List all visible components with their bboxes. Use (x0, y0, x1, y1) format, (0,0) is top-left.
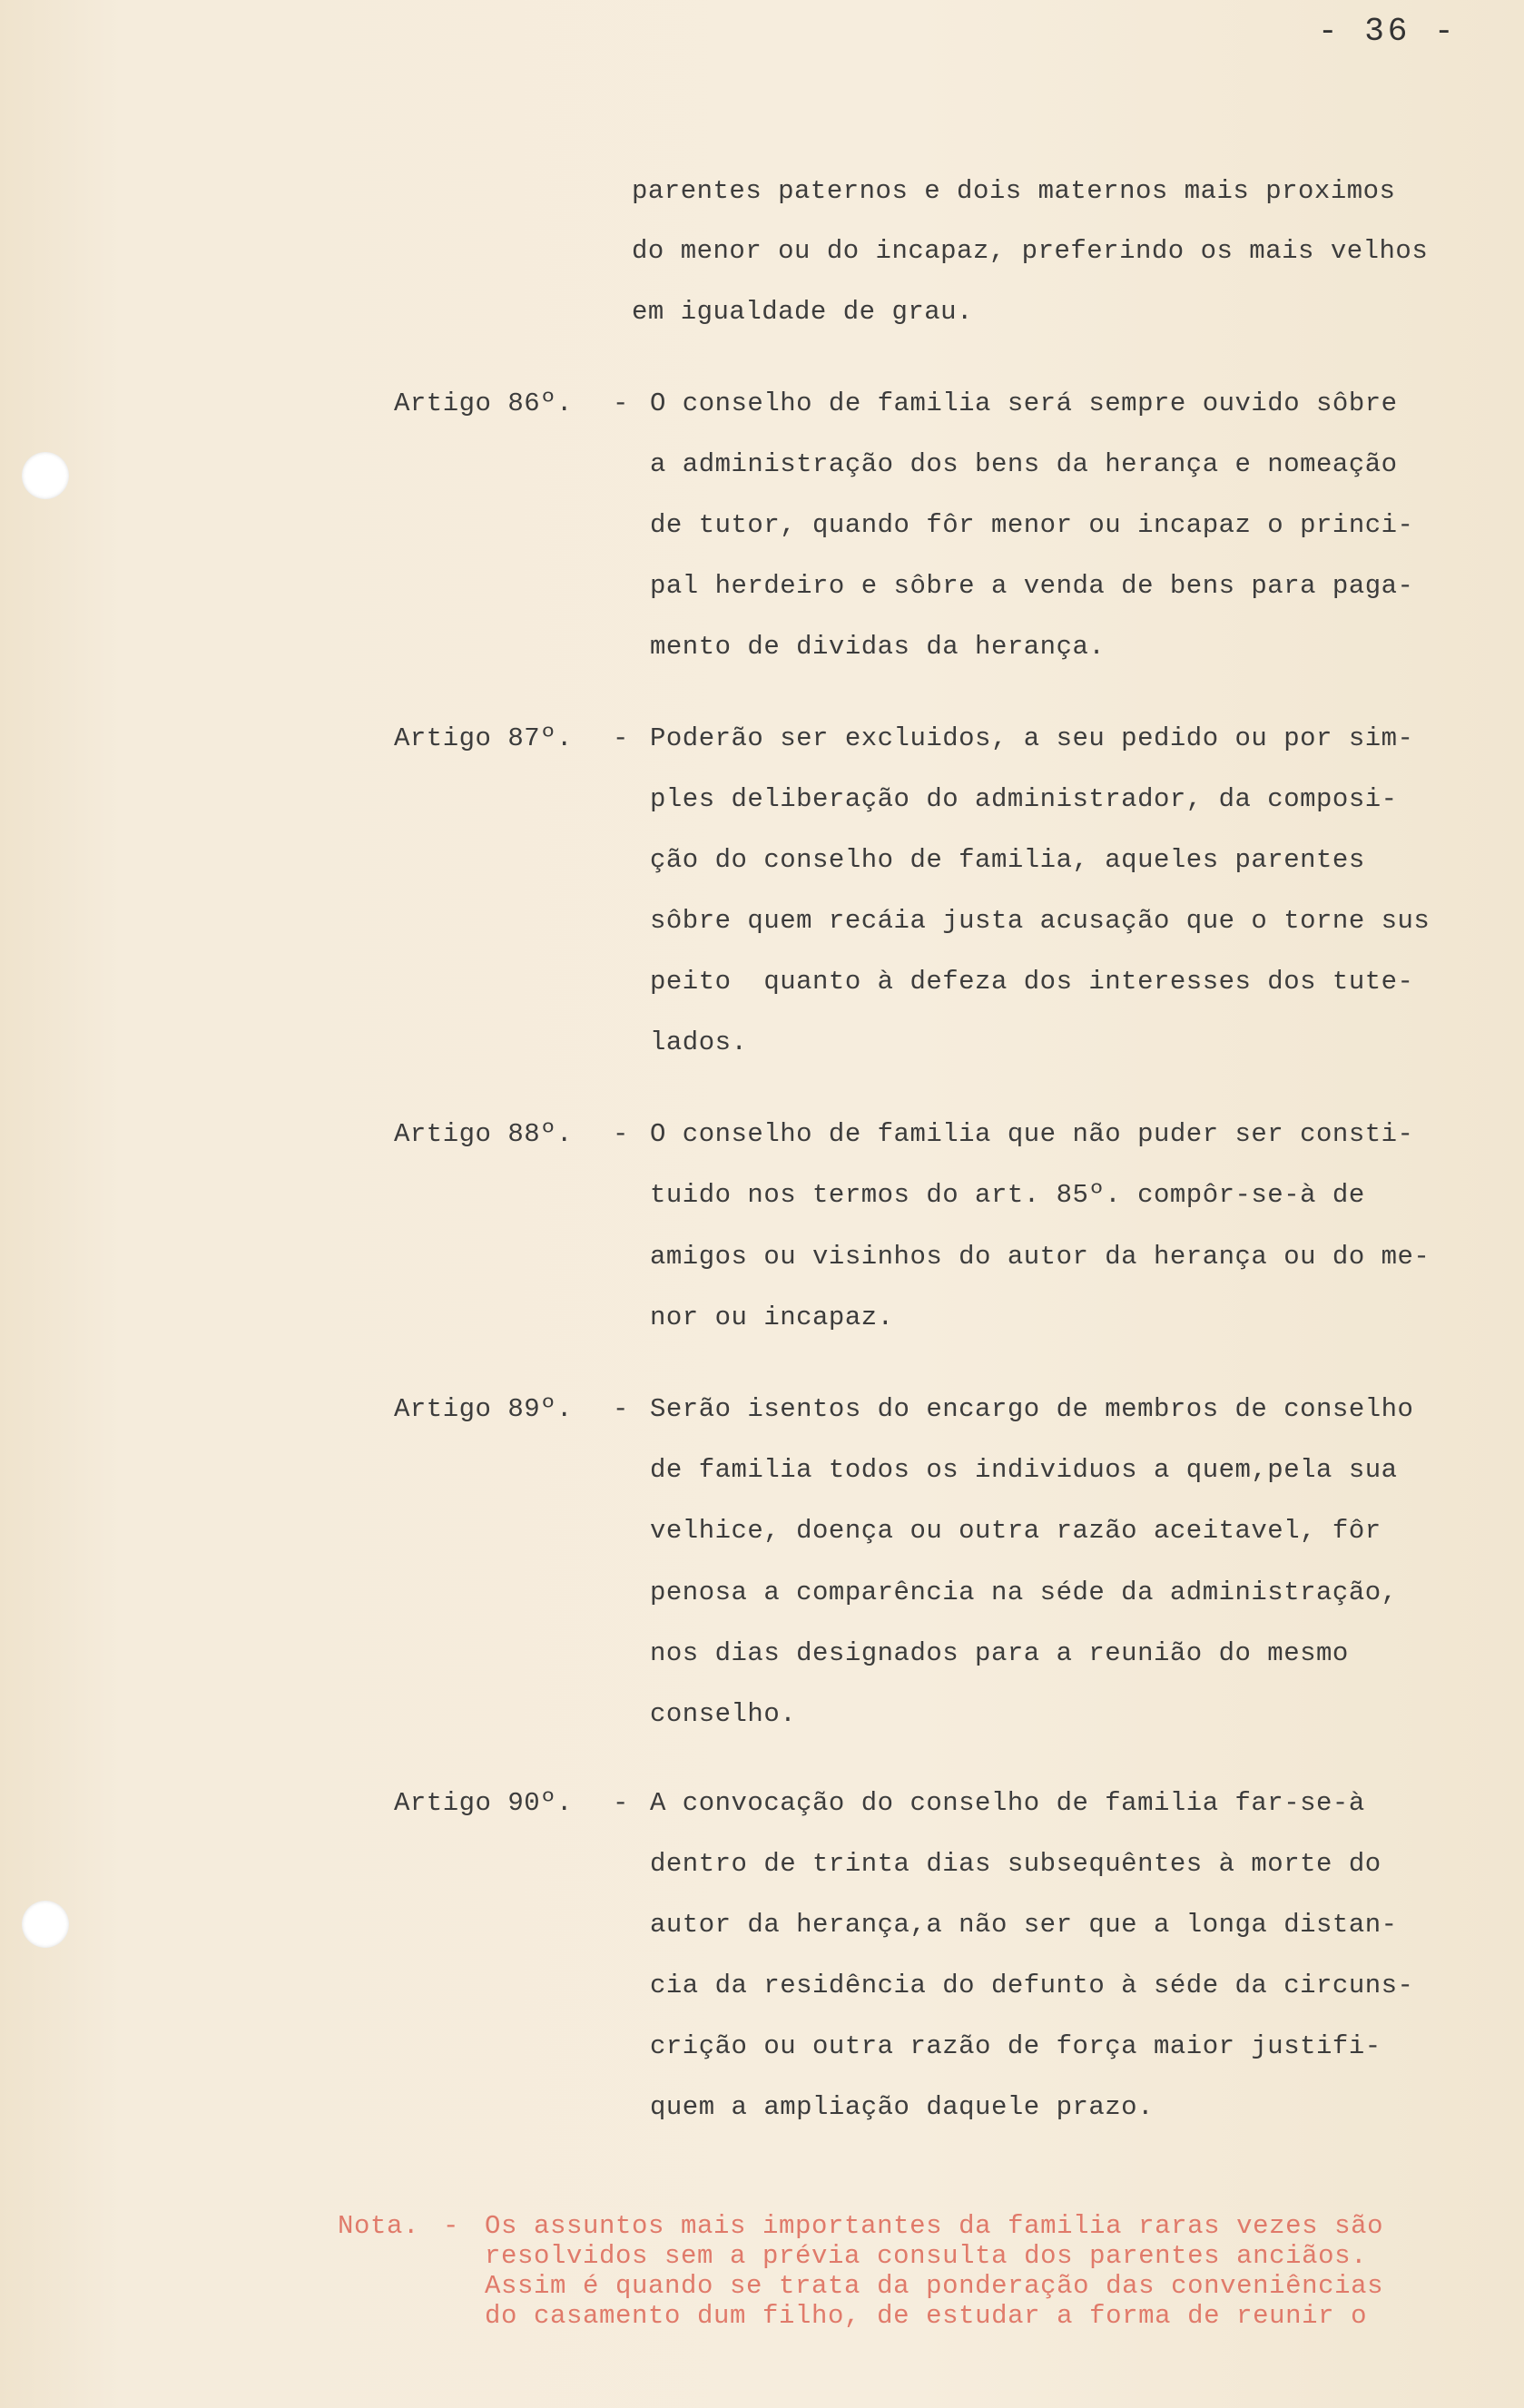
note-label: Nota. (338, 2211, 420, 2241)
article-line: mento de dividas da herança. (650, 632, 1106, 662)
article-line: ção do conselho de familia, aqueles parentes (650, 845, 1365, 875)
article-line: penosa a comparência na séde da administração, (650, 1577, 1398, 1607)
article-line: ples deliberação do administrador, da composi- (650, 784, 1398, 814)
intro-line: do menor ou do incapaz, preferindo os mais velhos (632, 236, 1429, 266)
note-separator: - (443, 2211, 460, 2241)
article-line: nos dias designados para a reunião do mesmo (650, 1638, 1349, 1668)
article-line: tuido nos termos do art. 85º. compôr-se-à de (650, 1180, 1365, 1210)
intro-line: parentes paternos e dois maternos mais proximos (632, 176, 1396, 206)
article-line: autor da herança,a não ser que a longa distan- (650, 1910, 1398, 1940)
article-label: Artigo 86º. (394, 388, 573, 418)
article-line: lados. (650, 1027, 748, 1057)
article-line: pal herdeiro e sôbre a venda de bens para paga- (650, 571, 1414, 601)
article-line: amigos ou visinhos do autor da herança ou do me- (650, 1242, 1431, 1272)
article-separator: - (613, 723, 629, 753)
article-separator: - (613, 1788, 629, 1818)
article-label: Artigo 87º. (394, 723, 573, 753)
article-line: a administração dos bens da herança e nomeação (650, 449, 1398, 479)
article-line: dentro de trinta dias subsequêntes à morte do (650, 1849, 1381, 1879)
article-line: O conselho de familia que não puder ser consti- (650, 1119, 1414, 1149)
article-separator: - (613, 388, 629, 418)
article-separator: - (613, 1394, 629, 1424)
article-line: sôbre quem recáia justa acusação que o torne sus (650, 906, 1431, 936)
note-line: do casamento dum filho, de estudar a forma de reunir o (485, 2301, 1368, 2331)
intro-line: em igualdade de grau. (632, 297, 973, 327)
note-line: Os assuntos mais importantes da familia raras vezes são (485, 2211, 1384, 2241)
article-line: quem a ampliação daquele prazo. (650, 2092, 1154, 2122)
page-number: - 36 - (1318, 13, 1458, 50)
article-line: Poderão ser excluidos, a seu pedido ou por sim- (650, 723, 1414, 753)
article-line: O conselho de familia será sempre ouvido sôbre (650, 388, 1398, 418)
article-label: Artigo 89º. (394, 1394, 573, 1424)
article-line: cia da residência do defunto à séde da circuns- (650, 1971, 1414, 2000)
punch-hole-top (22, 452, 69, 499)
article-label: Artigo 90º. (394, 1788, 573, 1818)
article-line: crição ou outra razão de força maior justifi- (650, 2031, 1381, 2061)
article-label: Artigo 88º. (394, 1119, 573, 1149)
article-line: de familia todos os individuos a quem,pela sua (650, 1455, 1398, 1485)
article-line: peito quanto à defeza dos interesses dos tute- (650, 967, 1414, 997)
article-line: A convocação do conselho de familia far-se-à (650, 1788, 1365, 1818)
note-line: resolvidos sem a prévia consulta dos parentes anciãos. (485, 2241, 1368, 2271)
article-line: de tutor, quando fôr menor ou incapaz o princi- (650, 510, 1414, 540)
article-line: conselho. (650, 1699, 797, 1729)
article-separator: - (613, 1119, 629, 1149)
punch-hole-bottom (22, 1901, 69, 1948)
article-line: Serão isentos do encargo de membros de conselho (650, 1394, 1414, 1424)
article-line: nor ou incapaz. (650, 1302, 894, 1332)
note-line: Assim é quando se trata da ponderação das conveniências (485, 2271, 1384, 2301)
article-line: velhice, doença ou outra razão aceitavel, fôr (650, 1516, 1381, 1546)
